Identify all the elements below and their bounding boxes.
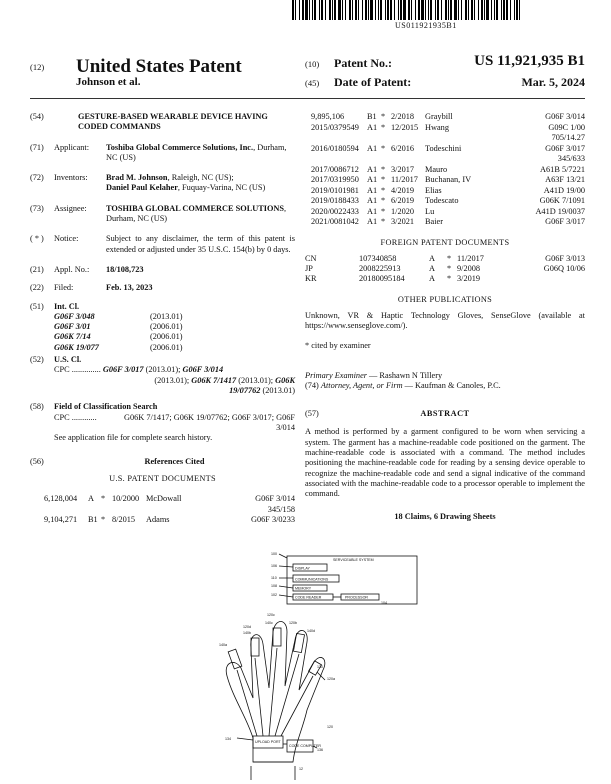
- ref-106: 106: [271, 564, 277, 568]
- appl-no-field: [30, 265, 295, 275]
- ref-class-2: 345/158: [267, 504, 295, 514]
- ref-star: *: [381, 185, 386, 195]
- appl-no-label: Appl. No.:: [54, 264, 90, 274]
- label-code-computer: CODE COMPUTER: [289, 744, 321, 748]
- ref-date: 1/2020: [391, 206, 415, 216]
- ref-104: 104: [381, 601, 387, 605]
- label-code-reader: CODE READER: [295, 595, 322, 600]
- ref-110: 110: [271, 576, 277, 580]
- ref-star: *: [101, 515, 106, 525]
- abstract-heading: [305, 409, 585, 421]
- applicant-location: , Durham, NC (US): [106, 142, 287, 162]
- foreign-docs-label: FOREIGN PATENT DOCUMENTS: [380, 237, 510, 247]
- ref-108: 108: [271, 584, 277, 588]
- invention-title: GESTURE-BASED WEARABLE DEVICE HAVING CODED COMMANDS: [78, 112, 268, 132]
- other-pubs-label: OTHER PUBLICATIONS: [397, 294, 493, 304]
- inid-code-10: (10): [305, 59, 320, 69]
- date-of-patent: Mar. 5, 2024: [521, 75, 585, 89]
- foreign-star: *: [447, 253, 452, 263]
- us-cl-label: U.S. Cl.: [54, 355, 82, 365]
- primary-examiner: [305, 371, 585, 381]
- ref-number: 2019/0188433: [311, 196, 359, 205]
- assignee-field: [30, 204, 295, 225]
- appl-no: 18/108,723: [106, 264, 144, 274]
- ref-12: 12: [299, 767, 303, 771]
- inventor-2-location: , Fuquay-Varina, NC (US): [177, 183, 266, 193]
- primary-examiner-name: — Rashawn N Tillery: [366, 370, 443, 380]
- inventors-value: [106, 173, 295, 194]
- inventors-label: Inventors:: [54, 173, 88, 183]
- us-refs-right: [305, 112, 585, 228]
- ref-name: Mauro: [425, 164, 448, 174]
- ref-date: 3/2021: [391, 217, 415, 226]
- foreign-class: G06Q 10/06: [543, 264, 585, 274]
- int-cl-row: [54, 312, 295, 322]
- ref-star: *: [101, 494, 106, 504]
- patent-type-title: United States Patent: [76, 56, 242, 77]
- abstract-text: A method is performed by a garment configured to be worn when servicing a system. The garment has a machine-readable code positioned on the garment. The machine-readable code is associated with a command. The method includes positioning the machine-readable code for reading by a sensing device operable to recognize the machine-readable code and send a signal indicative of the command associated with the machine-readable code to a processor operable to implement the command.: [305, 427, 585, 499]
- reference-row: [305, 207, 585, 218]
- other-pubs-text: Unknown, VR & Haptic Technology Gloves, SenseGlove (available at https://www.senseglove.com/).: [305, 310, 585, 331]
- inid-code-56: (56): [30, 457, 44, 467]
- cpc-code-2: G06F 3/014: [182, 365, 224, 375]
- patent-number-row: [305, 53, 585, 75]
- applicant-label: Applicant:: [54, 142, 90, 152]
- attorney-label: Attorney, Agent, or Firm: [320, 381, 403, 391]
- ref-140d: 140d: [307, 629, 315, 633]
- foreign-ref-row: [305, 274, 585, 284]
- foreign-ref-row: [305, 254, 585, 264]
- inid-code-45: (45): [305, 78, 320, 88]
- ref-120d: 120d: [243, 625, 251, 629]
- ref-date: 6/2019: [391, 196, 415, 205]
- cpc-label: CPC ..............: [54, 365, 101, 375]
- ref-140a: 140a: [219, 643, 227, 647]
- inid-code-21: (21): [30, 264, 44, 274]
- int-cl-code: G06F 3/048: [54, 311, 95, 321]
- inventor-short: Johnson et al.: [76, 76, 141, 88]
- int-cl-field: [30, 302, 295, 353]
- ref-name: Todescato: [425, 196, 459, 205]
- right-column: [305, 112, 585, 522]
- inid-code-22: (22): [30, 283, 44, 293]
- patent-number-label: Patent No.:: [334, 56, 392, 70]
- ref-date: 10/2000: [112, 494, 140, 504]
- left-column: [30, 112, 295, 526]
- cpc-version-1: (2013.01);: [143, 365, 183, 375]
- ref-date: 2/2018: [391, 112, 415, 121]
- ref-kind: A1: [367, 143, 378, 153]
- foreign-refs: [305, 254, 585, 285]
- ref-kind: A1: [367, 122, 378, 132]
- ref-class: G06F 3/014: [545, 112, 585, 121]
- inid-code-74: (74): [305, 381, 319, 391]
- header-right: [305, 53, 585, 94]
- ref-star: *: [381, 112, 386, 121]
- assignee-location: , Durham, NC (US): [106, 203, 287, 224]
- ref-class: A41D 19/00: [543, 185, 585, 195]
- label-processor: PROCESSOR: [345, 595, 368, 600]
- references-label: References Cited: [144, 457, 205, 467]
- glove-cuff: [251, 766, 295, 780]
- applicant-field: [30, 143, 295, 164]
- ref-number: 9,895,106: [311, 112, 345, 121]
- ref-100: 100: [271, 552, 277, 556]
- ref-class: G06F 3/014: [255, 494, 295, 504]
- applicant-value: [106, 143, 295, 164]
- ref-102: 102: [271, 593, 277, 597]
- label-upload-port: UPLOAD PORT: [255, 740, 281, 744]
- ref-120b: 120b: [289, 621, 297, 625]
- ref-name: Hwang: [425, 122, 449, 132]
- ref-kind: A1: [367, 196, 378, 205]
- notice-field: [30, 234, 295, 255]
- ref-number: 2020/0022433: [311, 206, 359, 216]
- us-cl-field: [30, 355, 295, 396]
- reference-row: [30, 515, 295, 526]
- us-docs-label: U.S. PATENT DOCUMENTS: [109, 473, 216, 483]
- cpc-version-5: (2013.01): [260, 385, 295, 395]
- ref-kind: B1: [88, 515, 98, 525]
- ref-class: G06K 7/1091: [539, 196, 585, 205]
- ref-number: 9,104,271: [44, 515, 78, 525]
- publication-number: US011921935B1: [395, 21, 457, 30]
- int-cl-row: [54, 322, 295, 332]
- reference-row: [305, 123, 585, 134]
- assignee-value: [106, 204, 295, 225]
- assignee-name: TOSHIBA GLOBAL COMMERCE SOLUTIONS: [106, 203, 285, 213]
- field-search: [30, 402, 295, 443]
- filed-date: Feb. 13, 2023: [106, 283, 153, 293]
- cpc-version-3: (2013.01);: [236, 375, 276, 385]
- barcode: [292, 0, 520, 20]
- inventor-1-name: Brad M. Johnson: [106, 173, 168, 183]
- ref-name: McDowall: [146, 494, 182, 504]
- foreign-star: *: [447, 274, 452, 284]
- field-see-note: See application file for complete search history.: [54, 433, 213, 443]
- cpc-classification: [30, 365, 295, 396]
- reference-row: [305, 217, 585, 228]
- ref-star: *: [381, 217, 386, 226]
- reference-row: [305, 196, 585, 207]
- applicant-name: Toshiba Global Commerce Solutions, Inc.: [106, 142, 254, 152]
- foreign-kind: A: [429, 264, 435, 274]
- ref-date: 6/2016: [391, 143, 415, 153]
- ref-name: Buchanan, IV: [425, 175, 472, 184]
- attorney: [305, 381, 585, 391]
- figure-glove-diagram: [213, 548, 513, 784]
- reference-row-cont: [305, 154, 585, 165]
- primary-examiner-label: Primary Examiner: [305, 370, 367, 380]
- ref-kind: A1: [367, 164, 378, 174]
- int-cl-version: (2013.01): [150, 311, 183, 321]
- inid-code-72: (72): [30, 173, 44, 183]
- label-memory: MEMORY: [295, 586, 312, 591]
- foreign-class: G06F 3/013: [545, 253, 585, 263]
- inid-code-58: (58): [30, 402, 44, 412]
- notice-text: Subject to any disclaimer, the term of this patent is extended or adjusted under 35 U.S.C. 154(b) by 0 days.: [106, 234, 295, 254]
- inventor-2-name: Daniel Paul Kelaher: [106, 183, 178, 193]
- ref-date: 12/2015: [391, 122, 419, 132]
- filed-label: Filed:: [54, 283, 74, 293]
- ref-name: Elias: [425, 185, 442, 195]
- ref-number: 2017/0086712: [311, 164, 359, 174]
- foreign-date: 9/2008: [457, 264, 481, 274]
- ref-name: Graybill: [425, 112, 453, 121]
- claims-count: 18 Claims, 6 Drawing Sheets: [394, 511, 496, 521]
- ref-class-2: 705/14.27: [551, 133, 585, 142]
- int-cl-version: (2006.01): [150, 322, 183, 332]
- int-cl-version: (2006.01): [150, 332, 183, 342]
- ref-140c: 140c: [265, 621, 273, 625]
- cpc-version-2: (2013.01);: [154, 375, 192, 385]
- foreign-date: 11/2017: [457, 253, 484, 263]
- ref-class: G06F 3/0233: [250, 515, 295, 525]
- tag-140b: [251, 638, 259, 656]
- inventor-1-location: , Raleigh, NC (US);: [167, 173, 234, 183]
- label-communications: COMMUNICATIONS: [295, 577, 329, 582]
- ref-kind: A1: [367, 206, 378, 216]
- ref-name: Lu: [425, 206, 435, 216]
- foreign-country: KR: [305, 274, 317, 284]
- ref-class: A61B 5/7221: [540, 164, 585, 174]
- ref-136: 136: [317, 748, 323, 752]
- reference-row: [305, 144, 585, 155]
- ref-kind: A: [88, 494, 94, 504]
- reference-row: [30, 494, 295, 505]
- ref-number: 2019/0101981: [311, 185, 359, 195]
- inid-code-71: (71): [30, 142, 44, 152]
- foreign-number: 20180095184: [359, 274, 405, 284]
- ref-star: *: [381, 196, 386, 205]
- date-row: [305, 75, 585, 94]
- inid-code-notice: ( * ): [30, 234, 44, 244]
- reference-row-cont: [305, 133, 585, 144]
- assignee-label: Assignee:: [54, 203, 87, 213]
- ref-date: 4/2019: [391, 185, 415, 195]
- notice-label: Notice:: [54, 234, 79, 244]
- inid-code-12: (12): [30, 62, 45, 72]
- claims-sheets: [305, 512, 585, 522]
- field-search-label: Field of Classification Search: [54, 402, 158, 412]
- int-cl-list: [30, 312, 295, 353]
- foreign-star: *: [447, 264, 452, 274]
- ref-number: 2016/0180594: [311, 143, 359, 153]
- header-divider: [30, 98, 585, 99]
- foreign-date: 3/2019: [457, 274, 481, 284]
- foreign-country: CN: [305, 253, 317, 263]
- ref-name: Baier: [425, 217, 443, 226]
- references-field: [30, 457, 295, 484]
- cpc-code-1: G06F 3/017: [102, 365, 144, 375]
- field-cpc-label: CPC ............: [54, 412, 97, 422]
- cpc-code-3: G06K 7/1417: [191, 375, 237, 385]
- inid-code-54: (54): [30, 112, 44, 121]
- ref-134: 134: [225, 737, 231, 741]
- ref-kind: A1: [367, 217, 378, 226]
- reference-row: [305, 175, 585, 186]
- ref-class: G06F 3/017: [545, 217, 585, 226]
- ref-kind: A1: [367, 175, 378, 184]
- foreign-kind: A: [429, 274, 435, 284]
- label-display: DISPLAY: [295, 566, 310, 571]
- ref-star: *: [381, 122, 386, 132]
- ref-name: Todeschini: [425, 143, 462, 153]
- inventors-field: [30, 173, 295, 194]
- inid-code-73: (73): [30, 203, 44, 213]
- ref-120c: 120c: [267, 613, 275, 617]
- title-field: [30, 112, 295, 133]
- tag-140d: [293, 633, 304, 652]
- cited-by-examiner: * cited by examiner: [305, 340, 371, 350]
- reference-row-cont: [30, 505, 295, 516]
- int-cl-code: G06K 7/14: [54, 332, 91, 342]
- cpc-code-5: 19/07762: [229, 385, 261, 395]
- reference-row: [305, 186, 585, 197]
- cpc-code-4: G06K: [275, 375, 295, 385]
- ref-class: G06F 3/017: [545, 143, 585, 153]
- ref-star: *: [381, 175, 386, 184]
- us-refs-left: [30, 494, 295, 526]
- reference-row: [305, 112, 585, 123]
- foreign-ref-row: [305, 264, 585, 274]
- foreign-number: 2008225913: [359, 264, 401, 274]
- ref-number: 6,128,004: [44, 494, 78, 504]
- ref-date: 11/2017: [391, 175, 418, 184]
- tag-140c: [273, 628, 281, 646]
- ref-star: *: [381, 206, 386, 216]
- foreign-kind: A: [429, 253, 435, 263]
- ref-140b: 140b: [243, 631, 251, 635]
- ref-120a: 120a: [327, 677, 335, 681]
- ref-star: *: [381, 164, 386, 174]
- label-serviceable-system: SERVICEABLE SYSTEM: [333, 558, 374, 562]
- foreign-country: JP: [305, 264, 313, 274]
- attorney-name: — Kaufman & Canoles, P.C.: [402, 381, 501, 391]
- int-cl-code: G06F 3/01: [54, 322, 91, 332]
- ref-star: *: [381, 143, 386, 153]
- ref-130: 130: [317, 665, 323, 669]
- ref-kind: B1: [367, 112, 377, 121]
- int-cl-version: (2006.01): [150, 342, 183, 352]
- int-cl-row: [54, 343, 295, 353]
- abstract-label: ABSTRACT: [420, 409, 470, 419]
- inid-code-57: (57): [305, 409, 319, 419]
- inid-code-51: (51): [30, 301, 44, 311]
- ref-number: 2015/0379549: [311, 122, 359, 132]
- int-cl-label: Int. Cl.: [54, 301, 80, 311]
- ref-class: A41D 19/0037: [535, 206, 585, 216]
- ref-date: 3/2017: [391, 164, 415, 174]
- date-of-patent-label: Date of Patent:: [334, 75, 412, 89]
- ref-number: 2017/0319950: [311, 175, 359, 184]
- int-cl-code: G06K 19/077: [54, 342, 99, 352]
- foreign-number: 107340858: [359, 253, 397, 263]
- field-cpc-text: G06K 7/1417; G06K 19/07762; G06F 3/017; G06F 3/014: [123, 412, 295, 432]
- ref-date: 8/2015: [112, 515, 136, 525]
- filed-field: [30, 283, 295, 293]
- ref-name: Adams: [146, 515, 170, 525]
- ref-class: G09C 1/00: [548, 122, 585, 132]
- patent-number: US 11,921,935 B1: [474, 53, 585, 69]
- ref-number: 2021/0081042: [311, 217, 359, 226]
- ref-class-2: 345/633: [557, 154, 585, 163]
- int-cl-row: [54, 332, 295, 342]
- inid-code-52: (52): [30, 355, 44, 365]
- ref-120: 120: [327, 725, 333, 729]
- ref-kind: A1: [367, 185, 378, 195]
- ref-class: A63F 13/21: [545, 175, 585, 184]
- reference-row: [305, 165, 585, 176]
